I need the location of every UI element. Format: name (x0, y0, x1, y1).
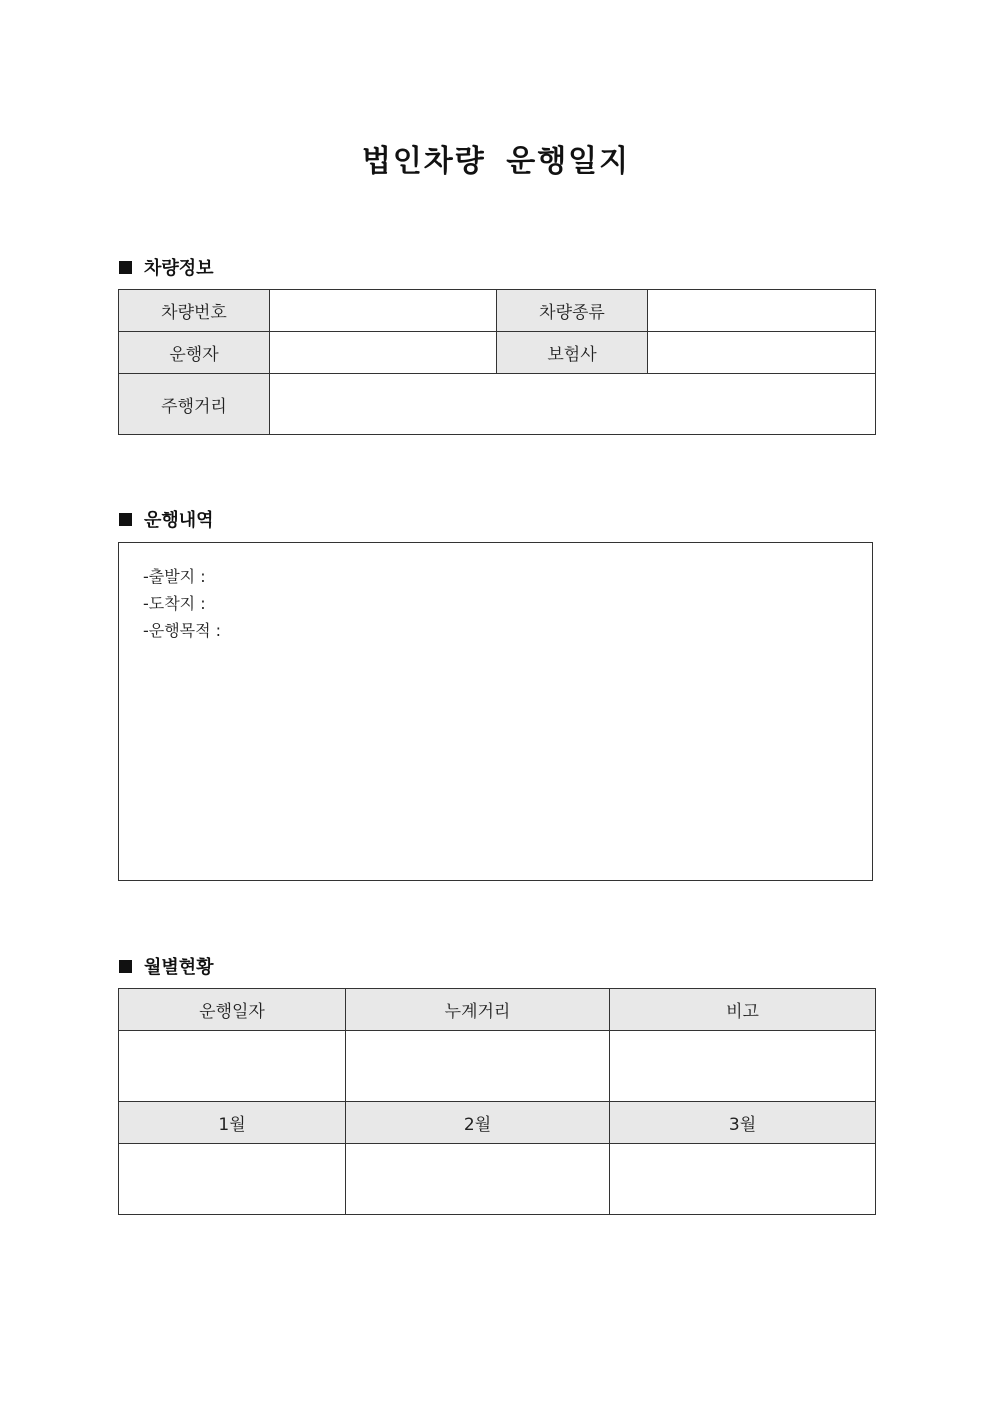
driver-field[interactable] (270, 332, 497, 374)
trip-details-lines (143, 563, 221, 644)
trip-details-box[interactable] (118, 542, 873, 881)
table-row (119, 374, 876, 435)
table-row (119, 1144, 876, 1215)
insurer-label: 보험사 (497, 332, 648, 374)
month-1-field[interactable] (119, 1144, 346, 1215)
monthly-status-table (118, 988, 876, 1215)
trip-details-heading-text: 운행내역 (144, 510, 214, 531)
purpose-line: -운행목적 : (143, 621, 222, 640)
square-bullet-icon (119, 513, 132, 526)
square-bullet-icon (119, 960, 132, 973)
cumulative-distance-field[interactable] (346, 1031, 610, 1102)
vehicle-info-heading (119, 254, 214, 280)
date-field[interactable] (119, 1031, 346, 1102)
monthly-status-heading-text: 월별현황 (144, 957, 214, 978)
monthly-status-heading (119, 953, 214, 979)
month-2-label: 2월 (346, 1102, 610, 1144)
trip-details-heading (119, 506, 214, 532)
mileage-field[interactable] (270, 374, 876, 435)
vehicle-number-field[interactable] (270, 290, 497, 332)
month-2-field[interactable] (346, 1144, 610, 1215)
month-3-label: 3월 (610, 1102, 876, 1144)
table-row (119, 290, 876, 332)
mileage-label: 주행거리 (119, 374, 270, 435)
header-cumulative-distance: 누계거리 (346, 989, 610, 1031)
insurer-field[interactable] (648, 332, 876, 374)
page-title: 법인차량 운행일지 (361, 144, 631, 179)
header-remarks: 비고 (610, 989, 876, 1031)
month-1-label: 1월 (119, 1102, 346, 1144)
arrival-line: -도착지 : (143, 594, 206, 613)
table-row (119, 989, 876, 1031)
square-bullet-icon (119, 261, 132, 274)
header-date: 운행일자 (119, 989, 346, 1031)
vehicle-info-table (118, 289, 876, 435)
vehicle-number-label: 차량번호 (119, 290, 270, 332)
remarks-field[interactable] (610, 1031, 876, 1102)
table-row (119, 1031, 876, 1102)
driver-label: 운행자 (119, 332, 270, 374)
vehicle-type-field[interactable] (648, 290, 876, 332)
vehicle-info-heading-text: 차량정보 (144, 258, 214, 279)
departure-line: -출발지 : (143, 567, 206, 586)
vehicle-type-label: 차량종류 (497, 290, 648, 332)
table-row (119, 1102, 876, 1144)
table-row (119, 332, 876, 374)
month-3-field[interactable] (610, 1144, 876, 1215)
